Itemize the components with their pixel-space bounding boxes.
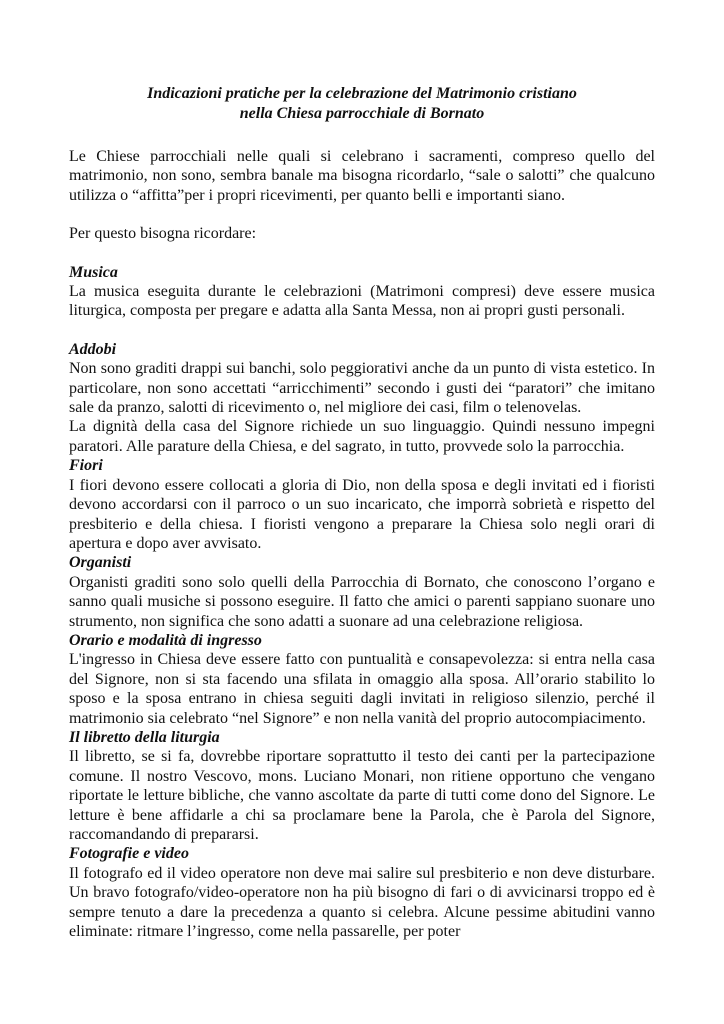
text-musica: La musica eseguita durante le celebrazioni (Matrimoni compresi) deve essere musica liturgica, composta per pregare e adatta alla Santa Messa, non ai propri gusti personali. [69, 283, 655, 320]
section-orario [69, 631, 655, 728]
text-addobi-2: La dignità della casa del Signore richiede un suo linguaggio. Quindi nessuno impegni paratori. Alle parature della Chiesa, e del sagrato, in tutto, provvede solo la parrocchia. [69, 418, 655, 455]
intro-remember: Per questo bisogna ricordare: [69, 225, 257, 243]
heading-fiori: Fiori [69, 457, 103, 475]
section-addobi [69, 340, 655, 456]
text-orario: L'ingresso in Chiesa deve essere fatto con puntualità e consapevolezza: si entra nella casa del Signore, non si sta facendo una sfilata in omaggio alla sposa. All’orario stabilito lo sposo e la sposa entrano in chiesa seguiti dagli invitati in religioso silenzio, perché il matrimonio sia celebrato “nel Signore” e non nella vanità del proprio autocompiacimento. [69, 651, 655, 727]
section-libretto [69, 728, 655, 844]
heading-addobi: Addobi [69, 340, 117, 358]
heading-foto: Fotografie e video [69, 845, 189, 863]
heading-organisti: Organisti [69, 554, 132, 572]
section-organisti [69, 553, 655, 631]
title-line-1: Indicazioni pratiche per la celebrazione del Matrimonio cristiano [147, 85, 577, 102]
text-foto: Il fotografo ed il video operatore non deve mai salire sul presbiterio e non deve disturbare. Un bravo fotografo/video-operatore non ha più bisogno di fari o di avvicinarsi troppo ed è sempre tenuto a dare la precedenza a quanto si celebra. Alcune pessime abitudini vanno eliminate: ritmare l’ingresso, come nella passarelle, per poter [69, 864, 655, 941]
title-line-2: nella Chiesa parrocchiale di Bornato [239, 105, 485, 122]
intro-paragraph: Le Chiese parrocchiali nelle quali si celebrano i sacramenti, compreso quello del matrimonio, non sono, sembra banale ma bisogna ricordarlo, “sale o salotti” che qualcuno utilizza o “affitta”per i propri ricevimenti, per quanto belli e importanti siano. [69, 148, 655, 204]
text-addobi-1: Non sono graditi drappi sui banchi, solo peggiorativi anche da un punto di vista estetico. In particolare, non sono accettati “arricchimenti” secondo i gusti dei “paratori” che imitano sale da pranzo, salotti di ricevimento o, nel migliore dei casi, film o telenovelas. [69, 360, 655, 417]
text-organisti: Organisti graditi sono solo quelli della Parrocchia di Bornato, che conoscono l’organo e sanno quali musiche si possono eseguire. Il fatto che amici o parenti sappiano suonare uno strumento, non significa che sono adatti a suonare ad una celebrazione religiosa. [69, 573, 655, 630]
section-fiori [69, 456, 655, 553]
section-musica [69, 263, 655, 321]
text-fiori: I fiori devono essere collocati a gloria di Dio, non della sposa e degli invitati ed i fioristi devono accordarsi con il parroco o un suo incaricato, che imporrà sobrietà e rispetto del presbiterio e della chiesa. I fioristi vengono a preparare la Chiesa solo negli orari di apertura e dopo aver avvisato. [69, 476, 655, 552]
document-body [69, 84, 655, 941]
document-title [69, 84, 655, 124]
section-foto [69, 844, 655, 941]
heading-libretto: Il libretto della liturgia [69, 728, 220, 746]
text-libretto: Il libretto, se si fa, dovrebbe riportare soprattutto il testo dei canti per la partecipazione comune. Il nostro Vescovo, mons. Luciano Monari, non ritiene opportuno che vengano riportate le letture bibliche, che vanno ascoltate da parte di tutti come dono del Signore. Le letture è bene affidarle a chi sa proclamare bene la Parola, che è Parola del Signore, raccomandando di prepararsi. [69, 748, 655, 843]
heading-musica: Musica [69, 263, 118, 281]
heading-orario: Orario e modalità di ingresso [69, 631, 262, 649]
